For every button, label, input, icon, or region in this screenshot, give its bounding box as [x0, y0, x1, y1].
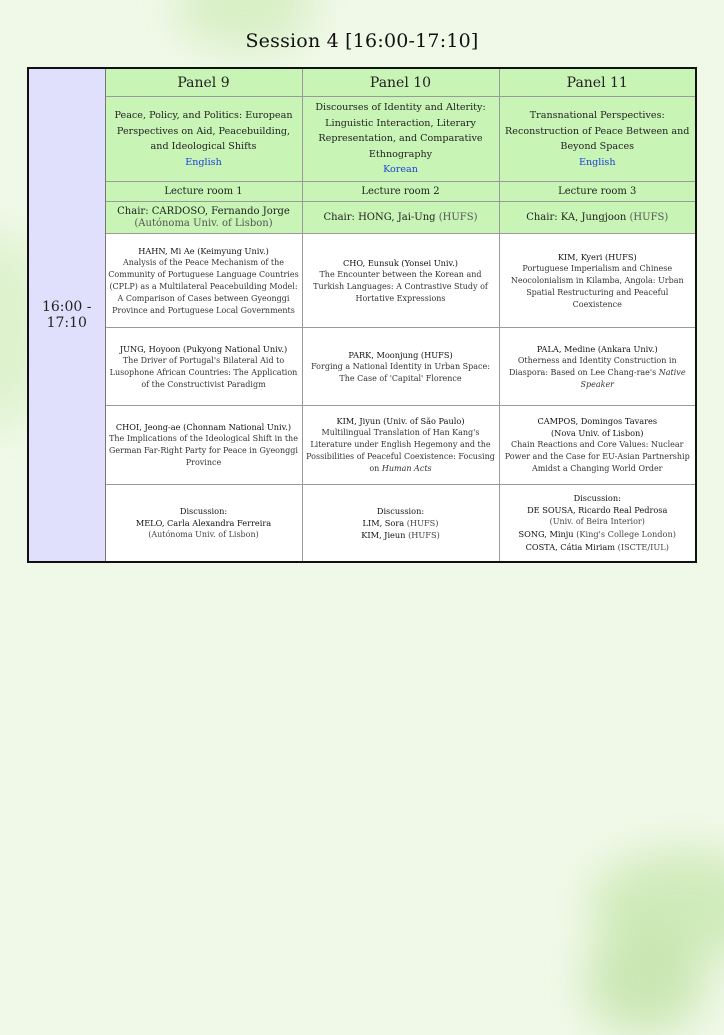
- paper-author: HAHN, Mi Ae (Keimyung Univ.): [138, 245, 269, 256]
- chair-name: Chair: CARDOSO, Fernando Jorge: [117, 205, 290, 217]
- panel-theme: Transnational Perspectives: Reconstruction of Peace Between and Beyond Spaces: [505, 110, 690, 152]
- paper-cell: [105, 328, 302, 406]
- discussant: KIM, Jieun (HUFS): [361, 530, 440, 540]
- paper-author: KIM, Kyeri (HUFS): [557, 251, 637, 262]
- paper-title-italic: Human Acts: [381, 464, 432, 473]
- panel-language: English: [185, 156, 222, 168]
- paper-title: The Driver of Portugal's Bilateral Aid to Lusophone African Countries: The Application of the Constructivist Paradigm: [109, 355, 298, 389]
- paper-cell: [302, 406, 499, 485]
- time-range: 16:00 - 17:10: [28, 68, 105, 562]
- paper-cell: [302, 328, 499, 406]
- paper-title-italic: Native Speaker: [580, 367, 686, 389]
- discussant: SONG, Minju (King's College London): [518, 529, 676, 539]
- chair-affiliation: (HUFS): [629, 211, 669, 223]
- paper-author: CHO, Eunsuk (Yonsei Univ.): [342, 257, 458, 268]
- paper-title: Otherness and Identity Construction in Diaspora: Based on Lee Chang-rae's Native Speaker: [508, 355, 686, 389]
- discussant-name: MELO, Carla Alexandra Ferreira: [135, 518, 272, 528]
- decorative-blob: [585, 925, 705, 1035]
- panel-9-theme-cell: [105, 97, 302, 182]
- discussant-name: DE SOUSA, Ricardo Real Pedrosa: [527, 505, 668, 515]
- paper-title: Multilingual Translation of Han Kang's Literature under English Hegemony and the Possibilities of Peaceful Coexistence: Focusing on Human Acts: [306, 428, 495, 473]
- panel-9-chair: [105, 202, 302, 234]
- panel-10-label: Panel 10: [302, 68, 499, 97]
- panel-theme: Peace, Policy, and Politics: European Perspectives on Aid, Peacebuilding, and Ideological Shifts: [114, 110, 293, 152]
- discussion-cell: [105, 485, 302, 563]
- chair-affiliation: (Autónoma Univ. of Lisbon): [134, 217, 273, 229]
- panel-11-room: Lecture room 3: [499, 182, 696, 202]
- paper-cell: [499, 328, 696, 406]
- paper-cell: [499, 406, 696, 485]
- discussion-cell: [499, 485, 696, 563]
- paper-title: Analysis of the Peace Mechanism of the Community of Portuguese Language Countries (CPLP) as a Multilateral Peacebuilding Model: A Comparison of Cases between Gyeonggi Province and Portuguese Local Governments: [108, 257, 299, 315]
- discussant: LIM, Sora (HUFS): [362, 518, 439, 528]
- chair-name: Chair: KA, Jungjoon: [526, 211, 627, 223]
- paper-cell: [105, 406, 302, 485]
- discussion-label: Discussion:: [179, 506, 228, 516]
- chair-name: Chair: HONG, Jai-Ung: [323, 211, 436, 223]
- paper-author: CAMPOS, Domingos Tavares: [537, 416, 658, 426]
- paper-cell: [302, 234, 499, 328]
- paper-title: Portuguese Imperialism and Chinese Neocolonialism in Kilamba, Angola: Urban Spatial Restructuring and Peaceful Coexistence: [510, 263, 684, 309]
- paper-author: KIM, Jiyun (Univ. of São Paulo): [336, 416, 465, 426]
- paper-title: Forging a National Identity in Urban Space: The Case of 'Capital' Florence: [311, 361, 490, 383]
- paper-author-affiliation: (Nova Univ. of Lisbon): [550, 428, 644, 438]
- chair-affiliation: (HUFS): [438, 211, 478, 223]
- schedule-table: [27, 67, 697, 563]
- discussant: COSTA, Cátia Miriam (ISCTE/IUL): [525, 542, 669, 552]
- panel-language: Korean: [383, 164, 418, 176]
- panel-10-theme-cell: [302, 97, 499, 182]
- paper-author: PALA, Medine (Ankara Univ.): [536, 343, 658, 354]
- paper-author: PARK, Moonjung (HUFS): [348, 349, 453, 360]
- panel-10-chair: [302, 202, 499, 234]
- panel-11-label: Panel 11: [499, 68, 696, 97]
- paper-title: Chain Reactions and Core Values: Nuclear Power and the Case for EU-Asian Partnership Amidst a Changing World Order: [504, 440, 690, 473]
- paper-cell: [105, 234, 302, 328]
- panel-10-room: Lecture room 2: [302, 182, 499, 202]
- paper-title: The Implications of the Ideological Shift in the German Far-Right Party for Peace in Gyeonggi Province: [109, 434, 298, 467]
- discussant-affiliation: (Univ. of Beira Interior): [549, 517, 645, 526]
- panel-11-theme-cell: [499, 97, 696, 182]
- panel-theme: Discourses of Identity and Alterity: Linguistic Interaction, Literary Representation, and Comparative Ethnography: [315, 102, 486, 160]
- discussant-affiliation: (Autónoma Univ. of Lisbon): [148, 530, 259, 539]
- panel-9-room: Lecture room 1: [105, 182, 302, 202]
- discussion-cell: [302, 485, 499, 563]
- paper-author: CHOI, Jeong-ae (Chonnam National Univ.): [115, 422, 292, 432]
- panel-11-chair: [499, 202, 696, 234]
- paper-title: The Encounter between the Korean and Turkish Languages: A Contrastive Study of Hortative Expressions: [313, 269, 488, 303]
- discussion-label: Discussion:: [376, 506, 425, 516]
- paper-author: JUNG, Hoyoon (Pukyong National Univ.): [119, 343, 288, 354]
- panel-9-label: Panel 9: [105, 68, 302, 97]
- paper-cell: [499, 234, 696, 328]
- session-title: Session 4 [16:00-17:10]: [245, 30, 479, 52]
- discussion-label: Discussion:: [573, 493, 621, 503]
- panel-language: English: [578, 156, 616, 168]
